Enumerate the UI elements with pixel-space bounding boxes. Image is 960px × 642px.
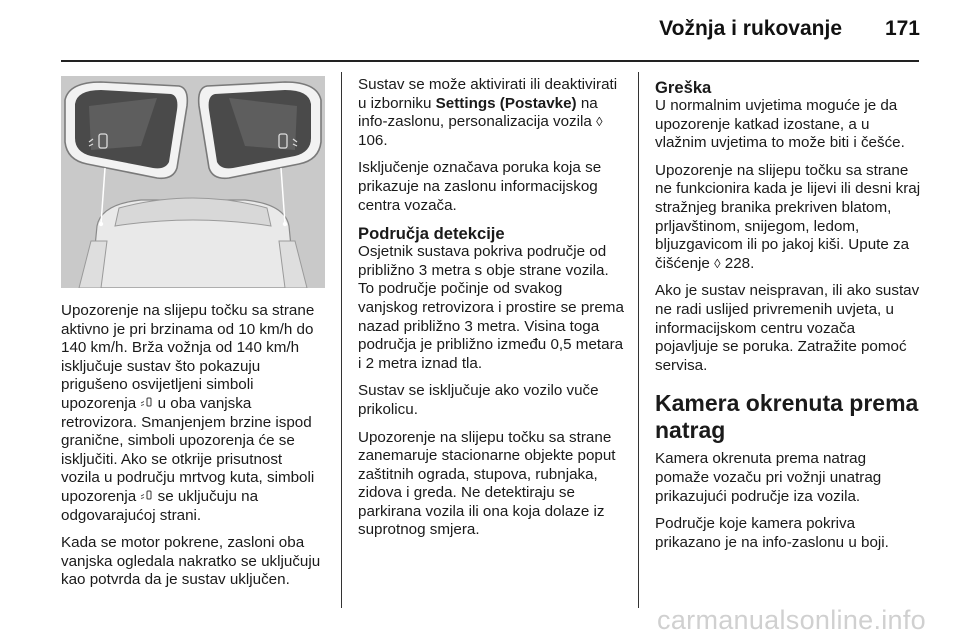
fault-paragraph-1: U normalnim uvjetima moguće je da upozorenje katkad izostane, a u vlažnim uvjetima to može biti i češće. [655, 97, 905, 152]
page-reference: 228. [720, 254, 755, 272]
page-reference-icon: ◊ [714, 255, 721, 271]
rear-camera-section-title: Kamera okrenuta prema natrag [655, 390, 919, 444]
column-3 [655, 76, 921, 561]
header-divider [61, 60, 919, 62]
mirror-illustration [61, 76, 325, 288]
column-1 [61, 302, 325, 599]
watermark: carmanualsonline.info [657, 605, 926, 635]
chapter-title: Vožnja i rukovanje [659, 17, 842, 40]
trailer-paragraph: Sustav se isključuje ako vozilo vuče prikolicu. [358, 382, 599, 418]
blind-spot-warning-icon [140, 397, 153, 408]
rear-camera-paragraph-1: Kamera okrenuta prema natrag pomaže vozaču pri vožnji unatrag prikazujući područje iza vozila. [655, 450, 882, 505]
blind-spot-warning-icon [140, 490, 153, 501]
detection-zones-paragraph: Osjetnik sustava pokriva područje od približno 3 metra s obje strane vozila. To područje počinje od svakog vanjskog retrovizora i prostire se prema nazad približno 3 metra. Visina toga područja je približno između 0,5 metara i 2 metra iznad tla. [358, 243, 624, 372]
rear-camera-paragraph-2: Područje koje kamera pokriva prikazano je na info-zaslonu u boji. [655, 515, 889, 551]
fault-paragraph-3: Ako je sustav neispravan, ili ako sustav ne radi uslijed privremenih uvjeta, u informacijskom centru vozača pojavljuje se poruka. Zatražite pomoć servisa. [655, 282, 920, 374]
page-reference: 106. [358, 131, 388, 149]
column-divider-2 [638, 72, 639, 608]
deactivation-paragraph: Isključenje označava poruka koja se prikazuje na zaslonu informacijskog centra vozača. [358, 159, 602, 214]
fault-paragraph-2: Upozorenje na slijepu točku sa strane ne funkcionira kada je lijevi ili desni kraj stražnjeg branika prekriven blatom, prljavštinom, snijegom, ledom, bljuzgavicom ili po jakoj kiši. Upute za čišćenje ◊ 228. [655, 161, 921, 272]
detection-zones-heading: Područja detekcije [358, 224, 505, 244]
page-number: 171 [884, 17, 920, 40]
activation-paragraph: Sustav se može aktivirati ili deaktivirati u izborniku Settings (Postavke) na info-zaslonu, personalizacija vozila ◊ 106. [358, 76, 618, 149]
speed-range-paragraph: Upozorenje na slijepu točku sa strane aktivno je pri brzinama od 10 km/h do 140 km/h. Brža vožnja od 140 km/h isključuje sustav što pokazuju prigušeno osvijetljeni simboli upozorenja u oba vanjska retrovizora. Smanjenjem brzine ispod granične, simboli upozorenja će se isključiti. Ako se otkrije prisutnost vozila u području mrtvog kuta, simboli upozorenja se uključuju na odgovarajućoj strani. [61, 302, 315, 524]
page-reference-icon: ◊ [596, 114, 603, 130]
page-header [0, 0, 960, 60]
fault-heading: Greška [655, 78, 712, 97]
right-pointer-dot [283, 222, 287, 226]
engine-start-paragraph: Kada se motor pokrene, zasloni oba vanjska ogledala nakratko se uključuju kao potvrda da je sustav uključen. [61, 534, 321, 589]
column-2 [358, 76, 624, 549]
column-divider-1 [341, 72, 342, 608]
ignored-objects-paragraph: Upozorenje na slijepu točku sa strane zanemaruje stacionarne objekte poput zaštitnih ograda, stupova, rubnjaka, zidova i greda. Ne detektiraju se parkirana vozila ili ona koja dolaze iz suprotnog smjera. [358, 428, 616, 539]
left-pointer-dot [99, 222, 103, 226]
settings-menu-name: Settings (Postavke) [435, 94, 577, 112]
